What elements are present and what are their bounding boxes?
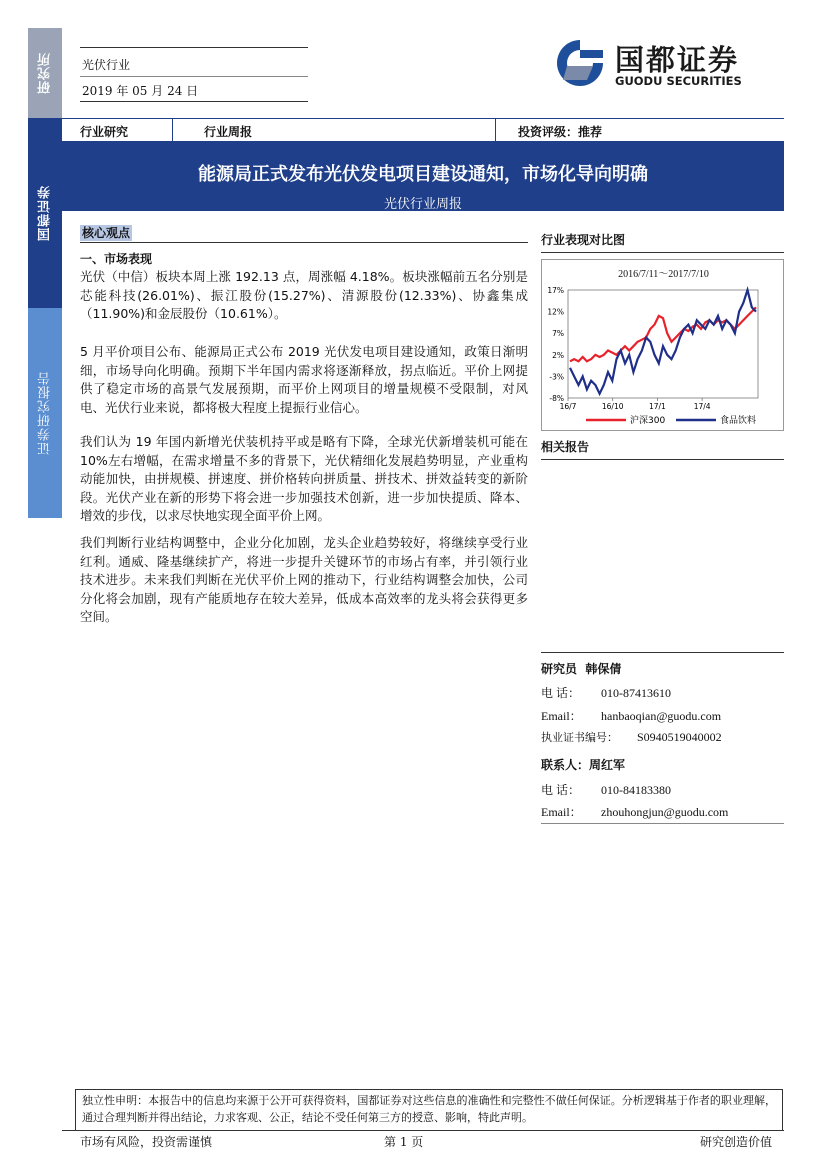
- contact-phone: 010-84183380: [601, 783, 671, 797]
- footer-risk-note: 市场有风险，投资需谨慎: [80, 1135, 213, 1149]
- analyst-email-row: [541, 707, 721, 724]
- section-rule: [541, 823, 784, 824]
- y-tick-label: 7%: [552, 329, 564, 339]
- analyst-cert-row: [541, 729, 722, 745]
- analyst-name: 韩保倩: [585, 662, 622, 676]
- x-tick-label: 16/10: [601, 402, 624, 411]
- side-band-text: 证券研究报告: [37, 371, 53, 455]
- divider: [495, 119, 496, 141]
- section-rule: [541, 652, 784, 653]
- core-view-label: 核心观点: [82, 226, 131, 240]
- series-line-2: [570, 290, 756, 394]
- series-line-1: [570, 307, 756, 361]
- x-tick-label: 16/7: [559, 402, 577, 411]
- company-logo: [553, 36, 783, 92]
- legend-label: 食品饮料: [720, 416, 757, 426]
- header-rule: [80, 47, 308, 48]
- x-tick-label: 17/1: [648, 402, 666, 411]
- x-tick-label: 17/4: [693, 402, 711, 411]
- analyst-role: 研究员: [541, 662, 578, 676]
- contact-email-row: [541, 803, 728, 820]
- page-number: 第 1 页: [384, 1135, 424, 1149]
- section-rule: [541, 252, 784, 253]
- side-band-text: 国都证券: [37, 185, 53, 241]
- analyst-cert: S0940519040002: [637, 730, 722, 744]
- report-title: 能源局正式发布光伏发电项目建设通知，市场化导向明确: [198, 164, 648, 185]
- header-date: 2019 年 05 月 24 日: [82, 84, 199, 98]
- header-industry: 光伏行业: [82, 58, 131, 72]
- contact-name: 周红军: [589, 758, 626, 772]
- analyst-email[interactable]: hanbaoqian@guodu.com: [601, 709, 722, 723]
- paragraph: 我们认为 19 年国内新增光伏装机持平或是略有下降，全球光伏新增装机可能在 10%左右增幅，在需求增量不多的背景下，光伏精细化发展趋势明显，产业重构动能加快，由拼规模、拼速度、拼价格转向拼质量、拼技术、拼效益转变的新阶段。光伏产业在新的形势下将会进一步加强技术创新，进一步加快提质、降本、增效的步伐，以求尽快地实现全面平价上网。: [80, 434, 528, 523]
- cert-label: 执业证书编号：: [541, 731, 618, 744]
- footer-rule: [62, 1130, 784, 1131]
- section-rule: [541, 459, 784, 460]
- chart-frame: [541, 259, 784, 431]
- phone-label: 电 话：: [541, 783, 581, 797]
- y-tick-label: -3%: [549, 372, 564, 382]
- line-chart: [542, 260, 783, 428]
- analyst-heading: [541, 660, 621, 677]
- report-info-bar: [62, 118, 784, 143]
- divider: [172, 119, 173, 141]
- header-rule: [80, 76, 308, 77]
- category-label: 行业研究: [80, 125, 129, 139]
- contact-heading: [541, 756, 625, 773]
- y-tick-label: 2%: [552, 350, 564, 360]
- side-band-report-type: [28, 308, 62, 518]
- contact-phone-row: [541, 781, 671, 798]
- paragraph: 5 月平价项目公布、能源局正式公布 2019 光伏发电项目建设通知，政策日渐明细，市场导向化明确。预期下半年国内需求将逐渐释放，拐点临近。平价上网提供了稳定市场的高景气发展预期，而平价上网项目的增量规模不受限制，对风电、光伏行业来说，都将极大程度上提振行业信心。: [80, 344, 528, 415]
- side-band-company: [28, 118, 62, 308]
- logo-text-en: GUODU SECURITIES: [615, 74, 742, 88]
- analyst-phone-row: [541, 684, 671, 701]
- paragraph: 光伏（中信）板块本周上涨 192.13 点，周涨幅 4.18%。板块涨幅前五名分别是芯能科技(26.01%)、振江股份(15.27%)、清源股份(12.33%)、协鑫集成（11.90%)和金辰股份（10.61%）。: [80, 269, 528, 321]
- disclaimer-text: 独立性申明：本报告中的信息均来源于公开可获得资料，国都证券对这些信息的准确性和完整性不做任何保证。分析逻辑基于作者的职业理解，通过合理判断并得出结论，力求客观、公正，结论不受任何第三方的授意、影响，特此声明。: [82, 1094, 776, 1124]
- phone-label: 电 话：: [541, 686, 581, 700]
- logo-text-cn: 国都证券: [615, 43, 740, 77]
- chart-subtitle: 2016/7/11～2017/7/10: [618, 269, 709, 280]
- report-type-label: 行业周报: [204, 125, 253, 139]
- email-label: Email：: [541, 805, 582, 819]
- y-tick-label: 12%: [547, 307, 564, 317]
- contact-email[interactable]: zhouhongjun@guodu.com: [601, 805, 729, 819]
- footer-slogan: 研究创造价值: [700, 1135, 773, 1149]
- paragraph: 我们判断行业结构调整中，企业分化加剧，龙头企业趋势较好，将继续享受行业红利。通威、隆基继续扩产，将进一步提升关键环节的市场占有率，并引领行业技术进步。未来我们判断在光伏平价上网的推动下，行业结构调整会加快，公司分化将会加剧，现有产能质地存在较大差异，低成本高效率的龙头将会获得更多空间。: [80, 535, 528, 624]
- y-tick-label: 17%: [547, 286, 564, 295]
- contact-role: 联系人：: [541, 758, 590, 772]
- chart-title: 行业表现对比图: [541, 233, 626, 247]
- rating-label: 投资评级：推荐: [518, 125, 603, 139]
- section-rule: [80, 242, 528, 243]
- section-heading: 一、市场表现: [80, 252, 153, 266]
- side-band-text: 研究所: [37, 52, 53, 94]
- analyst-phone: 010-87413610: [601, 686, 671, 700]
- core-view-header: [80, 224, 528, 242]
- related-reports-title: 相关报告: [541, 440, 590, 454]
- report-subtitle: 光伏行业周报: [383, 197, 462, 212]
- chart-panel: [541, 231, 784, 431]
- side-band-research-institute: [28, 28, 62, 118]
- related-reports: [541, 438, 784, 460]
- legend-label: 沪深300: [630, 416, 666, 426]
- disclaimer-box: [75, 1089, 783, 1131]
- logo-mark-icon: [553, 36, 607, 90]
- header-rule: [80, 101, 308, 102]
- title-banner: [62, 143, 784, 211]
- y-tick-label: -8%: [549, 394, 564, 403]
- email-label: Email：: [541, 709, 582, 723]
